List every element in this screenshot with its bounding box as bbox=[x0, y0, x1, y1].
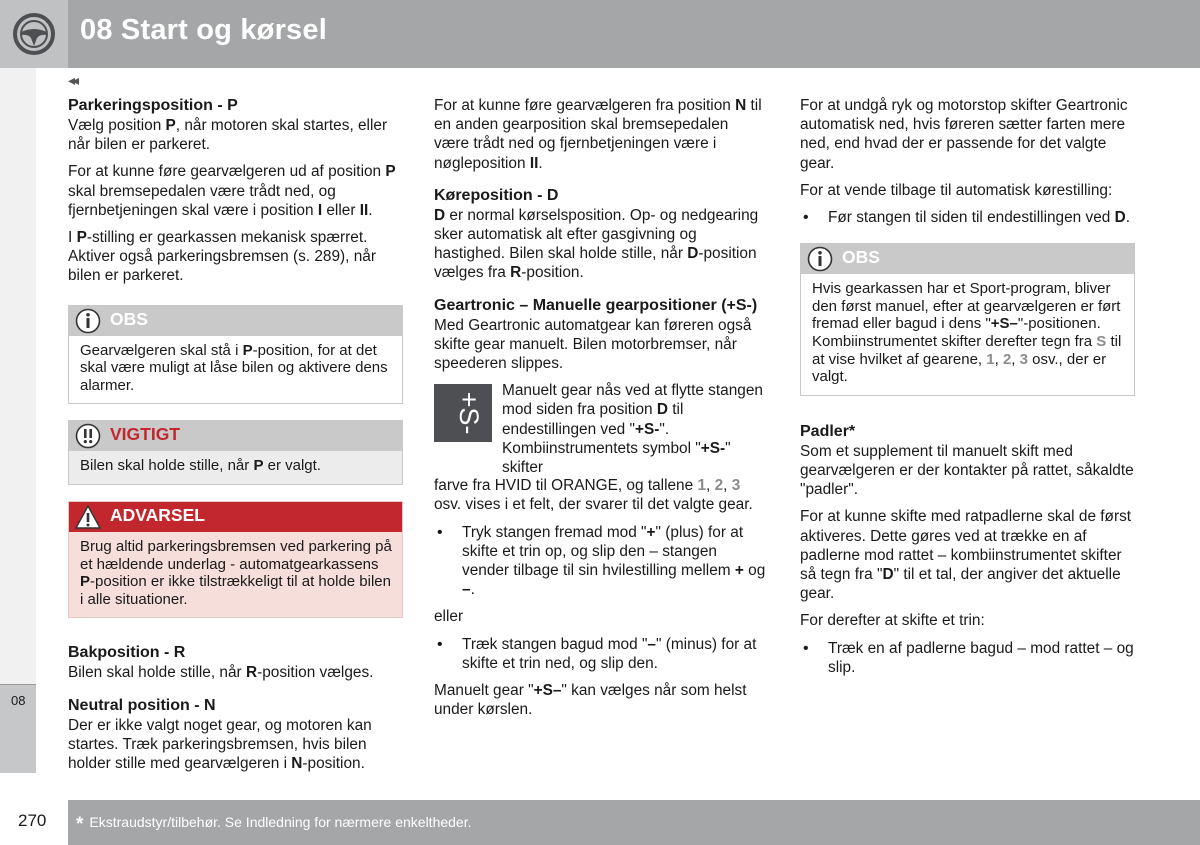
vigtigt-box bbox=[68, 420, 403, 485]
important-icon bbox=[75, 423, 101, 449]
shift-down-list bbox=[434, 635, 766, 673]
vigtigt-header bbox=[69, 421, 402, 451]
footer-bar bbox=[68, 800, 1200, 845]
park-text-1: Vælg position P, når motoren skal startes, eller når bilen er parkeret. bbox=[68, 117, 388, 154]
list-item: • Før stangen til siden til endestillingen ved D. bbox=[800, 208, 1135, 227]
padler-activate-text: For at kunne skifte med ratpadlerne skal de først aktiveres. Dette gøres ved at trække en af padlerne mod rattet – kombiinstrumentet skifter så tegn fra "D" til et tal, der angiver det aktuelle gear. bbox=[800, 508, 1132, 603]
n-position-text: For at kunne føre gearvælgeren fra position N til en anden gearposition skal bremsepedalen være trådt ned og fjernbetjeningen være i nøgleposition II. bbox=[434, 97, 762, 172]
downshift-text: For at undgå ryk og motorstop skifter Geartronic automatisk ned, hvis føreren sætter farten mere ned, end hvad der er passende for det valgte gear. bbox=[800, 97, 1128, 172]
obs-text: Gearvælgeren skal stå i P-position, for at det skal være muligt at låse bilen og aktivere dens alarmer. bbox=[80, 341, 388, 394]
padler-title: Padler* bbox=[800, 422, 856, 440]
list-item: • Træk en af padlerne bagud – mod rattet – og slip. bbox=[800, 639, 1135, 677]
neutral-title: Neutral position - N bbox=[68, 696, 216, 714]
bak-text: Bilen skal holde stille, når R-position vælges. bbox=[68, 664, 374, 682]
info-icon bbox=[807, 246, 833, 272]
shift-up-list bbox=[434, 523, 766, 600]
column-2 bbox=[434, 96, 766, 727]
padler-text: Som et supplement til manuelt skift med gearvælgeren er der kontakter på rattet, såkaldte "padler". bbox=[800, 442, 1134, 499]
gear-selector-icon bbox=[434, 384, 492, 442]
list-item: • Træk stangen bagud mod "–" (minus) for at skifte et trin ned, og slip den. bbox=[434, 635, 766, 673]
chapter-icon-box bbox=[0, 0, 68, 68]
kore-text: D er normal kørselsposition. Op- og nedgearing sker automatisk alt efter gasgivning og hastighed. Bilen skal holde stille, når D-position vælges fra R-position. bbox=[434, 206, 759, 282]
asterisk-icon: * bbox=[76, 814, 84, 835]
back-nav-icon[interactable]: ◂◂ bbox=[68, 72, 77, 88]
advarsel-box bbox=[68, 501, 403, 618]
obs-label: OBS bbox=[110, 308, 148, 329]
manual-gear-block bbox=[434, 381, 766, 477]
obs-box-2 bbox=[800, 243, 1135, 396]
list-item: • Tryk stangen fremad mod "+" (plus) for at skifte et trin op, og slip den – stangen vender tilbage til sin hvilestilling mellem + og –. bbox=[434, 523, 766, 600]
manual-anytime-text: Manuelt gear "+S–" kan vælges når som helst under kørslen. bbox=[434, 682, 747, 719]
page-number: 270 bbox=[18, 811, 47, 830]
footnote bbox=[76, 814, 472, 836]
geartronic-title: Geartronic – Manuelle gearpositioner (+S-) bbox=[434, 296, 758, 314]
side-strip bbox=[0, 68, 36, 772]
kore-title: Køreposition - D bbox=[434, 186, 559, 204]
steering-wheel-icon bbox=[12, 12, 56, 56]
park-text-3: I P-stilling er gearkassen mekanisk spærret. Aktiver også parkeringsbremsen (s. 289), når bilen er parkeret. bbox=[68, 229, 376, 285]
obs-header bbox=[69, 306, 402, 336]
padler-step-text: For derefter at skifte et trin: bbox=[800, 612, 985, 630]
obs-box bbox=[68, 305, 403, 405]
obs-text-2: Hvis gearkassen har et Sport-program, bliver den først manuel, efter at gearvælgeren er ført fremad eller bagud i dens "+S–"-positionen. Kombiinstrumentet skifter derefter tegn fra S til at vise hvilket af gearene, 1, 2, 3 osv., der er valgt. bbox=[812, 280, 1122, 386]
column-3 bbox=[800, 96, 1135, 685]
warning-triangle-icon bbox=[75, 504, 101, 530]
vigtigt-label: VIGTIGT bbox=[110, 424, 180, 445]
manual-gear-text: Manuelt gear nås ved at flytte stangen mod siden fra position D til endestillingen ved "+S-". Kombiinstrumentets symbol "+S-" skifter bbox=[502, 382, 763, 477]
advarsel-header bbox=[69, 502, 402, 532]
chapter-tab-label: 08 bbox=[11, 693, 26, 708]
manual-gear-text-cont: farve fra HVID til ORANGE, og tallene 1, 2, 3 osv. vises i et felt, der svarer til det valgte gear. bbox=[434, 477, 753, 514]
chapter-header bbox=[0, 0, 1200, 68]
park-text-2: For at kunne føre gearvælgeren ud af position P skal bremsepedalen være trådt ned, og fjernbetjeningen skal være i position I eller II. bbox=[68, 163, 396, 219]
bak-title: Bakposition - R bbox=[68, 644, 186, 662]
obs-header-2 bbox=[801, 244, 1134, 274]
obs-label-2: OBS bbox=[842, 247, 880, 268]
footnote-text: Ekstraudstyr/tilbehør. Se Indledning for nærmere enkeltheder. bbox=[89, 814, 472, 830]
neutral-text: Der er ikke valgt noget gear, og motoren kan startes. Træk parkeringsbremsen, hvis bilen holder stille med gearvælgeren i N-position. bbox=[68, 716, 372, 772]
info-icon bbox=[75, 308, 101, 334]
advarsel-label: ADVARSEL bbox=[110, 505, 205, 525]
return-auto-list bbox=[800, 208, 1135, 227]
gear-icon-label: +S- bbox=[454, 391, 484, 435]
column-1 bbox=[68, 96, 403, 781]
chapter-title: 08 Start og kørsel bbox=[80, 14, 327, 46]
advarsel-text: Brug altid parkeringsbremsen ved parkering på et hældende underlag - automatgearkassens P-position er ikke tilstrækkeligt til at holde bilen i alle situationer. bbox=[69, 532, 402, 617]
geartronic-text: Med Geartronic automatgear kan føreren også skifte gear manuelt. Bilen motorbremser, når speederen slippes. bbox=[434, 316, 752, 373]
chapter-tab[interactable] bbox=[0, 684, 36, 773]
padler-list bbox=[800, 639, 1135, 677]
return-auto-text: For at vende tilbage til automatisk kørestilling: bbox=[800, 181, 1113, 199]
eller-text: eller bbox=[434, 608, 464, 626]
vigtigt-text: Bilen skal holde stille, når P er valgt. bbox=[69, 451, 402, 484]
park-title: Parkeringsposition - P bbox=[68, 97, 238, 114]
